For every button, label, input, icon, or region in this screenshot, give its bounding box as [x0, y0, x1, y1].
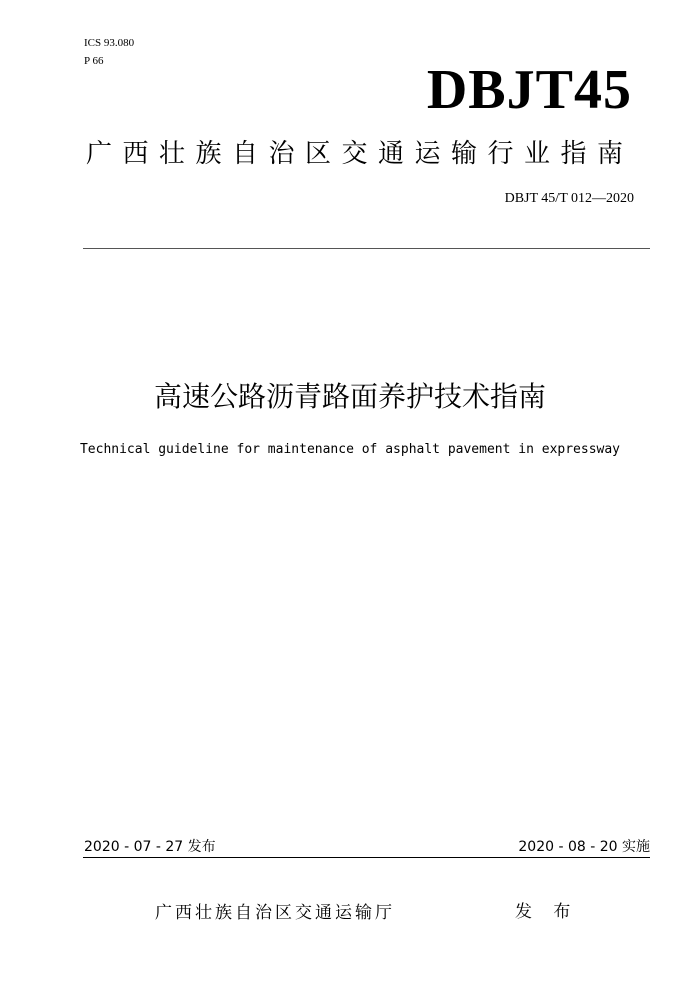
standard-logo: DBJT45: [426, 59, 632, 121]
issue-date: 2020 - 07 - 27 发布: [84, 839, 216, 855]
document-title-english: Technical guideline for maintenance of asphalt pavement in expressway: [79, 442, 621, 457]
industry-title: 广西壮族自治区交通运输行业指南: [86, 139, 634, 169]
issued-label: 发 布: [515, 902, 579, 922]
ics-code: ICS 93.080: [84, 37, 135, 49]
standard-number: DBJT 45/T 012—2020: [504, 191, 634, 206]
ccs-code: P 66: [84, 55, 104, 67]
document-title-chinese: 高速公路沥青路面养护技术指南: [153, 380, 546, 413]
bottom-divider: [83, 857, 650, 858]
top-divider: [83, 248, 650, 249]
issuing-authority: 广西壮族自治区交通运输厅: [155, 903, 395, 923]
implementation-date: 2020 - 08 - 20 实施: [518, 839, 650, 855]
